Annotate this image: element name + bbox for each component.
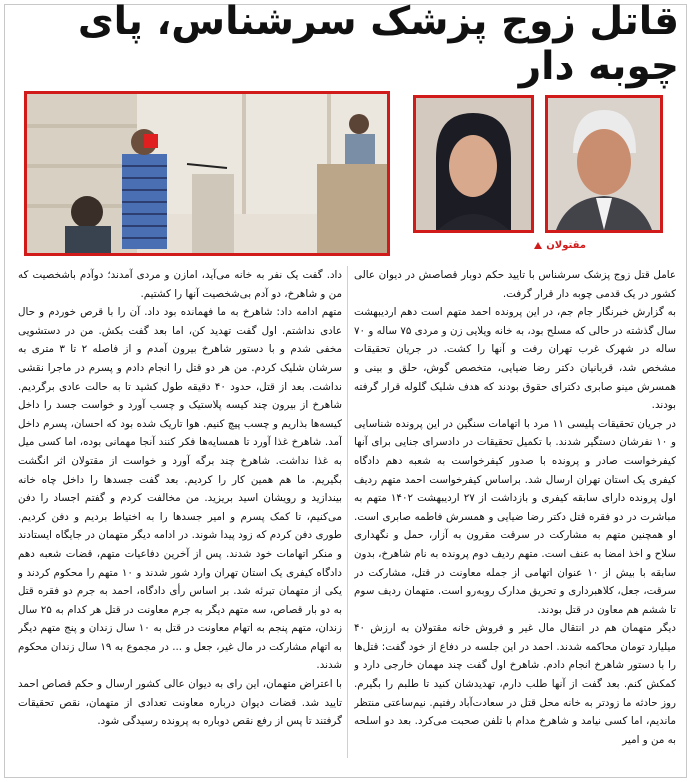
victim-man-photo bbox=[545, 95, 663, 233]
court-scene-photo bbox=[24, 91, 390, 256]
paragraph: عامل قتل زوج پزشک سرشناس با تایید حکم دوبار قصاصش در دیوان عالی کشور در یک قدمی چوبه دار قرار گرفت. bbox=[354, 269, 676, 300]
caption-label: مقتولان bbox=[546, 239, 586, 251]
paragraph: به گزارش خبرنگار جام جم، در این پرونده احمد متهم است دهم اردیبهشت سال گذشته در حالی که مسلح بود، به خانه ویلایی زن و مردی ۷۵ ساله و ۷۰ ساله در شهرک غرب تهران رفت و آنها را کشت. در جریان تحقیقات مشخص شد، قربانیان دکتر رضا ضیایی، متخصص گوش، حلق و بینی و همسرش مینو صابری دکترای حقوق بودند که هدف شلیک گلوله قرار گرفته بودند. bbox=[354, 306, 676, 412]
article-column-left bbox=[18, 266, 342, 762]
paragraph: متهم ادامه داد: شاهرخ به ما فهمانده بود داد. آن را با قرص خوردم و حال عادی نداشتم. اول گفت تهدید کن، اما بعد گفت بکش. من در دستشویی مخفی شدم و با دستور شاهرخ بیرون آمدم و از فاصله ۲ تا ۳ متری به سرشان شلیک کردم. من هر دو قتل را انجام دادم و پسرم در ماجرا نقشی نداشت. بعد از قتل، حدود ۴۰ دقیقه طول کشید تا به حالت عادی برگردیم. شاهرخ از بیرون چند کیسه پلاستیک و چسب آورد و خواست جسد را داخل کیسه‌ها بذاریم و چسب پیچ کنیم. هوا تاریک شده بود که احسان، پسرم داخل آمد. شاهرخ غذا آورد تا همسایه‌ها فکر کنند آنجا مهمانی بوده، اما کسی میل به غذا نداشت. شاهرخ چند برگه آورد و خواست از مقتولان اثر انگشت بگیریم. ما هم همین کار را کردیم. بعد گفت جسدها را داخل چاه خانه بیندازید و رویشان اسید بریزید. من مخالفت کردم و گفتم اجساد را دفن می‌کنیم، تا کمک پسرم و امیر جسدها را به اختیاط بردیم و دفن کردیم. طوری دفن کردم که زود پیدا شوند. در ادامه دیگر متهمان در جایگاه ایستادند و منکر اتهامات خود شدند. پس از آخرین دفاعیات متهم، قضات شعبه دهم دادگاه کیفری یک استان تهران وارد شور شدند و ۱۰ متهم را محکوم کردند و یکی از متهمان تبرئه شد. بر اساس رأی دادگاه، احمد به جرم دو فقره قتل به دو بار قصاص، سه متهم دیگر به جرم معاونت در قتل هر کدام به ۲۵ سال زندان، متهم پنجم به اتهام معاونت در قتل به ۱۰ سال زندان و پنج متهم دیگر به اتهام مشارکت در مال غیر، جعل و ... در مجموع به ۱۹ سال زندان محکوم شدند. bbox=[18, 306, 342, 672]
article-column-right bbox=[354, 266, 676, 762]
victim-man-portrait bbox=[548, 98, 660, 230]
paragraph: دیگر متهمان هم در انتقال مال غیر و فروش خانه مقتولان به ارزش ۴۰ میلیارد تومان محاکمه شدند. احمد در این جلسه در دفاع از خود گفت: قتل‌ها را با دستور شاهرخ انجام دادم. شاهرخ اول گفت چند مهمان خارجی دارد و کمکش کنم. بعد گفت از آنها طلب دارم، تهدیدشان کنید تا طلبم را بگیرم. روز حادثه ما زودتر به خانه محل قتل در سعادت‌آباد رفتیم. نیم‌ساعتی منتظر ماندیم، اما کسی نیامد و شاهرخ مدام با تلفن صحبت می‌کرد. بعد دو اسلحه به من و امیر bbox=[354, 622, 676, 746]
headline: قاتل زوج پزشک سرشناس، پای چوبه دار bbox=[77, 0, 679, 89]
victim-woman-portrait bbox=[416, 98, 531, 230]
photo-caption bbox=[526, 238, 586, 252]
paragraph: داد. گفت یک نفر به خانه می‌آید، امازن و مردی آمدند؛ دوآدم باشخصیت که من و شاهرخ، دو آدم بی‌شخصیت آنها را کشتیم. bbox=[18, 269, 342, 300]
paragraph: در جریان تحقیقات پلیسی ۱۱ مرد با اتهامات سنگین در این پرونده شناسایی و ۱۰ نفرشان دستگیر شدند. با تکمیل تحقیقات در دادسرای جنایی برای آنها کیفرخواست صادر و پرونده با صدور کیفرخواست به شعبه دهم دادگاه کیفری یک استان تهران ارسال شد. براساس کیفرخواست احمد متهم ردیف اول پرونده دارای سابقه کیفری و بازداشت از ۲۷ اردیبهشت ۱۴۰۲ متهم به مباشرت در دو فقره قتل دکتر رضا ضیایی و همسرش فاطمه صابری است. او همچنین متهم به مشارکت در سرقت مقرون به آزار، حمل و نگهداری سلاح و اخذ امضا به عنف است. متهم ردیف دوم پرونده به نام شاهرخ، بدون سابقه با بیش از ۱۰ عنوان اتهامی از جمله معاونت در قتل، مشارکت در سرقت، جعل، کلاهبرداری و تحریق مدارک روبه‌رو است. متهمان ردیف سوم تا ششم هم معاون در قتل بودند. bbox=[354, 417, 676, 616]
victim-woman-photo bbox=[413, 95, 534, 233]
paragraph: با اعتراض متهمان، این رای به دیوان عالی کشور ارسال و حکم قصاص احمد تایید شد. قضات دیوان درباره معاونت تعدادی از متهمان، نقص تحقیقات گرفتند تا پس از رفع نقص دوباره به پرونده رسیدگی شود. bbox=[18, 678, 342, 728]
caption-marker-icon bbox=[534, 242, 542, 249]
column-divider bbox=[347, 266, 348, 758]
court-scene-illustration bbox=[27, 94, 387, 253]
